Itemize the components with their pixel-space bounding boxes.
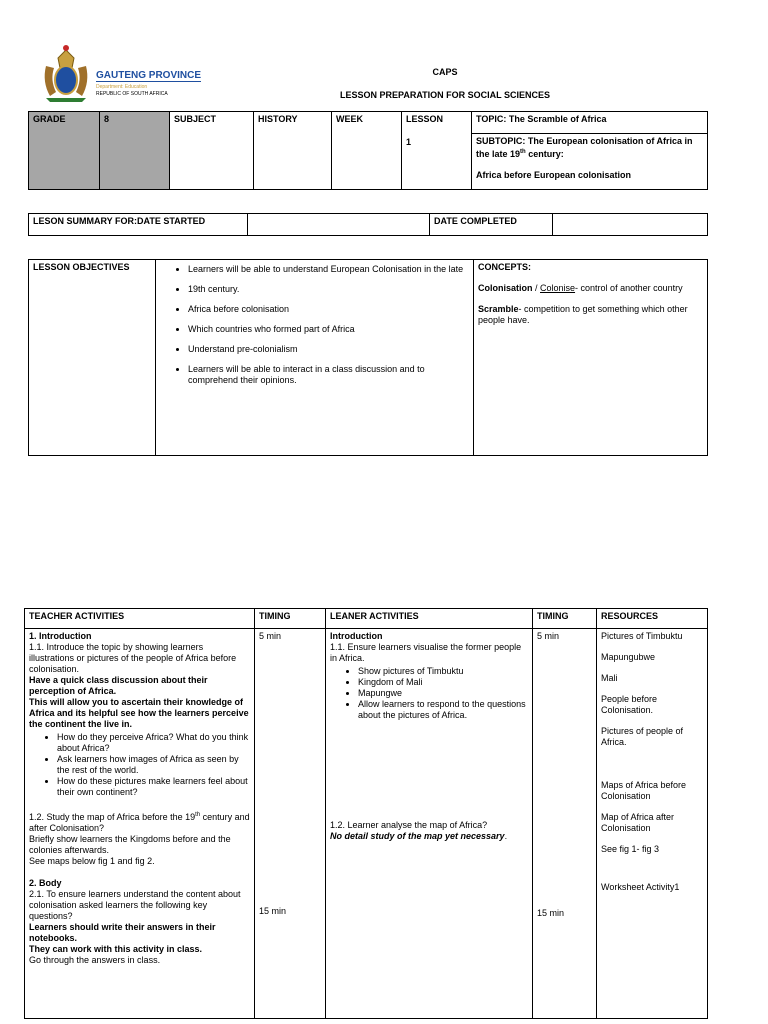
objective-item: • 19th century.: [188, 284, 469, 295]
grade-label: GRADE: [29, 112, 100, 190]
lesson-label: LESSON: [406, 114, 444, 124]
learner-bullet: • Mapungwe: [358, 688, 528, 699]
subtopic-line2: Africa before European colonisation: [476, 170, 632, 180]
concept-colonisation: [478, 283, 703, 294]
subtopic-b: century:: [525, 149, 564, 159]
concept2-term: Scramble: [478, 304, 519, 314]
teacher-activities-cell: [25, 629, 255, 1019]
timing-teacher-2: 15 min: [259, 906, 287, 916]
timing-teacher-1: 5 min: [259, 631, 282, 641]
summary-table: [28, 213, 708, 236]
logo-title: GAUTENG PROVINCE: [96, 70, 202, 81]
resource-item: Mapungubwe: [601, 652, 656, 662]
intro-1-1: 1.1. Introduce the topic by showing learners illustrations or pictures of the people of Africa before colonisation.: [29, 642, 237, 674]
header-teacher: TEACHER ACTIVITIES: [25, 609, 255, 629]
header-timing: TIMING: [255, 609, 326, 629]
caps-title: CAPS: [432, 67, 458, 77]
learner-activities-cell: [326, 629, 533, 1019]
lesson-cell: [402, 112, 472, 190]
teacher-bullet: • How do they perceive Africa? What do you think about Africa?: [57, 732, 250, 754]
summary-label: LESON SUMMARY FOR:DATE STARTED: [29, 214, 248, 236]
objectives-list: [160, 264, 469, 386]
learner-bullet: • Kingdom of Mali: [358, 677, 528, 688]
date-started-value: [248, 214, 430, 236]
subject-value: HISTORY: [254, 112, 332, 190]
intro-bold: Have a quick class discussion about their perception of Africa.: [29, 675, 208, 696]
map-sup: th: [195, 812, 201, 818]
map-1-2a: 1.2. Study the map of Africa before the 19: [29, 812, 196, 822]
intro-bold2: This will allow you to ascertain their knowledge of Africa and its helpful see how the learners perceive the continent the live in.: [29, 697, 249, 729]
learner-bullet: • Show pictures of Timbuktu: [358, 666, 528, 677]
concept1-sep: /: [532, 283, 541, 293]
date-completed-value: [553, 214, 708, 236]
topic: TOPIC: The Scramble of Africa: [472, 112, 707, 134]
info-table: [28, 111, 708, 190]
body-heading: 2. Body: [29, 878, 62, 888]
subject-label: SUBJECT: [170, 112, 254, 190]
concept-scramble: [478, 304, 703, 326]
map-1-2: [29, 810, 250, 834]
body-2-1: 2.1. To ensure learners understand the content about colonisation asked learners the following key questions?: [29, 889, 241, 921]
concepts-cell: [474, 260, 708, 456]
date-completed-label: DATE COMPLETED: [430, 214, 553, 236]
objectives-table: [28, 259, 708, 456]
objective-item: • Understand pre-colonialism: [188, 344, 469, 355]
resource-item: Pictures of people of Africa.: [601, 726, 684, 747]
map-1-2b: century and after Colonisation?: [29, 812, 250, 833]
objective-item: • Africa before colonisation: [188, 304, 469, 315]
logo-country: REPUBLIC OF SOUTH AFRICA: [96, 91, 168, 97]
resource-item: Mali: [601, 673, 618, 683]
objectives-label: LESSON OBJECTIVES: [29, 260, 156, 456]
teacher-bullet: • How do these pictures make learners feel about their own continent?: [57, 776, 250, 798]
learner-heading: Introduction: [330, 631, 383, 641]
concept1-def: - control of another country: [575, 283, 683, 293]
resource-item: People before Colonisation.: [601, 694, 658, 715]
learner-timing-cell: [533, 629, 597, 1019]
body-bold2: They can work with this activity in class.: [29, 944, 203, 954]
resource-item: Map of Africa after Colonisation: [601, 812, 675, 833]
learner-note: [330, 831, 528, 842]
lesson-prep-title: LESSON PREPARATION FOR SOCIAL SCIENCES: [339, 90, 551, 100]
resource-item: Maps of Africa before Colonisation: [601, 780, 687, 801]
grade-value: 8: [100, 112, 170, 190]
logo-subtitle: Department: Education: [96, 84, 148, 90]
activities-table: [24, 608, 708, 1019]
timing-learner-2: 15 min: [537, 908, 565, 918]
week-label: WEEK: [332, 112, 402, 190]
learner-1-2: 1.2. Learner analyse the map of Africa?: [330, 820, 488, 830]
subtopic-a: SUBTOPIC: The European colonisation of Africa in the late 19: [476, 136, 693, 159]
resources-cell: [597, 629, 708, 1019]
header-timing2: TIMING: [533, 609, 597, 629]
teacher-timing-cell: [255, 629, 326, 1019]
objective-item: • Learners will be able to understand European Colonisation in the late: [188, 264, 469, 275]
header-learner: LEANER ACTIVITIES: [326, 609, 533, 629]
subtopic: [472, 134, 707, 183]
map-see: See maps below fig 1 and fig 2.: [29, 856, 155, 866]
concepts-label: CONCEPTS:: [478, 262, 532, 272]
topic-cell: [472, 112, 708, 190]
objective-item: • Which countries who formed part of Africa: [188, 324, 469, 335]
teacher-bullets: [29, 732, 250, 798]
concept2-def: - competition to get something which other people have.: [478, 304, 688, 325]
objectives-list-cell: [156, 260, 474, 456]
resource-item: Pictures of Timbuktu: [601, 631, 683, 641]
subtopic-sup: th: [520, 149, 526, 155]
timing-learner-1: 5 min: [537, 631, 560, 641]
learner-1-1: 1.1. Ensure learners visualise the former people in Africa.: [330, 642, 522, 663]
concept1-term: Colonisation: [478, 283, 533, 293]
objective-item: • Learners will be able to interact in a class discussion and to comprehend their opinions.: [188, 364, 469, 386]
map-brief: Briefly show learners the Kingdoms before and the colonies afterwards.: [29, 834, 231, 855]
learner-bullets: [330, 666, 528, 721]
concept1-term2: Colonise: [540, 283, 576, 293]
intro-heading: 1. Introduction: [29, 631, 92, 641]
learner-note-end: .: [504, 831, 508, 841]
lesson-value: 1: [406, 137, 412, 147]
resource-item: Worksheet Activity1: [601, 882, 680, 892]
teacher-bullet: • Ask learners how images of Africa as seen by the rest of the world.: [57, 754, 250, 776]
body-last: Go through the answers in class.: [29, 955, 161, 965]
body-bold1: Learners should write their answers in their notebooks.: [29, 922, 216, 943]
learner-note-text: No detail study of the map yet necessary: [330, 831, 505, 841]
header-resources: RESOURCES: [597, 609, 708, 629]
resource-item: See fig 1- fig 3: [601, 844, 660, 854]
learner-bullet: • Allow learners to respond to the questions about the pictures of Africa.: [358, 699, 528, 721]
